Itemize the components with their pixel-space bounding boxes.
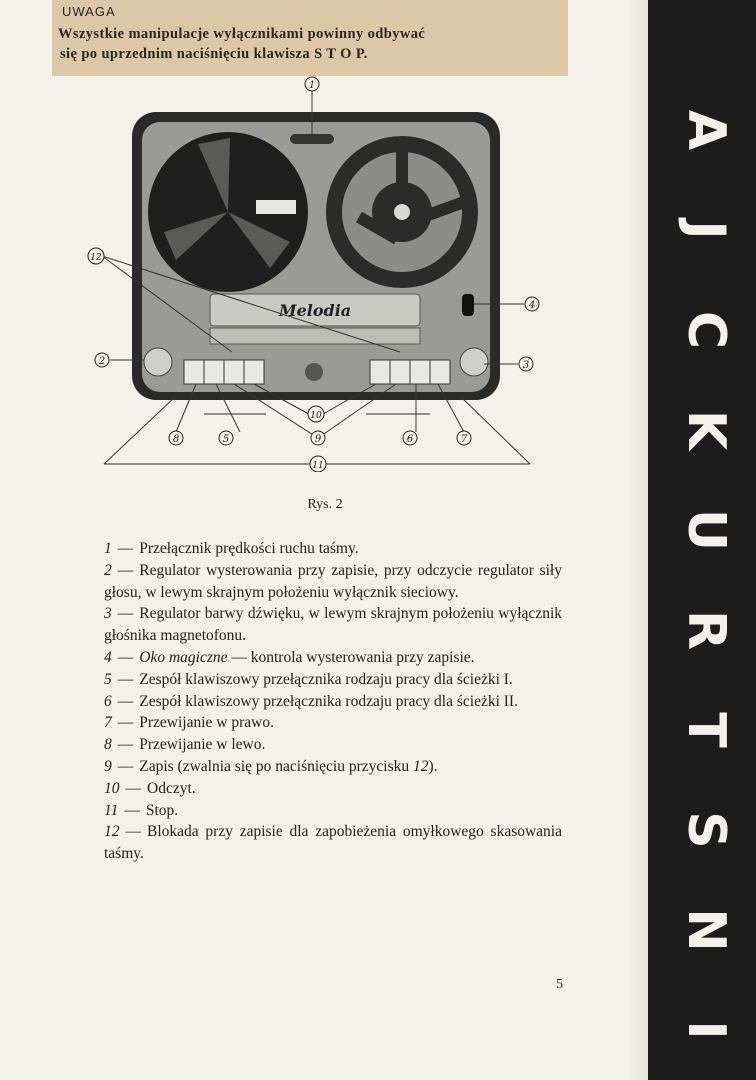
legend-text: Odczyt.: [147, 779, 196, 797]
legend-dash: —: [125, 779, 141, 797]
svg-text:3: 3: [522, 360, 530, 371]
legend-item-10: [104, 778, 562, 800]
legend-text: Zapis (zwalnia się po naciśnięciu przycisku: [139, 757, 410, 775]
cover-letter: R: [676, 609, 736, 651]
svg-text:12: 12: [90, 253, 102, 263]
legend-dash: —: [117, 540, 134, 557]
legend-dash: —: [117, 561, 134, 579]
legend-number: 8: [104, 736, 112, 754]
svg-text:6: 6: [406, 434, 414, 445]
legend-item-12: [104, 821, 562, 865]
key-group-left: [184, 360, 264, 384]
cover-letter: A: [676, 109, 736, 151]
svg-text:2: 2: [98, 356, 106, 367]
legend-item-11: [104, 800, 562, 822]
legend-text: Przełącznik prędkości ruchu taśmy.: [139, 540, 359, 557]
legend-text: Zespół klawiszowy przełącznika rodzaju pracy dla ścieżki II.: [139, 692, 518, 710]
svg-text:11: 11: [312, 461, 324, 471]
left-reel-label: [256, 200, 296, 214]
cover-letter: N: [676, 908, 736, 952]
legend-number: 10: [104, 779, 120, 797]
legend-dash: —: [117, 605, 134, 623]
warning-line-2: się po uprzednim naciśnięciu klawisza S T O P.: [60, 46, 368, 62]
callout-6: [403, 431, 417, 445]
legend-number: 6: [104, 692, 112, 710]
legend-text: Oko magiczne: [139, 648, 228, 666]
key-group-right: [370, 360, 450, 384]
warning-box: [52, 0, 568, 76]
svg-text:8: 8: [172, 434, 180, 445]
speed-switch: [290, 134, 334, 144]
brand-logo: Melodia: [278, 301, 352, 320]
callout-1: [305, 77, 319, 91]
svg-text:9: 9: [314, 434, 322, 445]
warning-title: UWAGA: [62, 4, 116, 19]
svg-text:4: 4: [528, 300, 536, 311]
cover-title: [648, 100, 756, 1060]
legend-item-3: [104, 603, 562, 647]
page-gutter: [628, 0, 650, 1080]
parts-legend: [104, 538, 562, 865]
legend-dash: —: [117, 648, 134, 666]
legend-text: Przewijanie w prawo.: [139, 714, 274, 732]
left-knob: [144, 348, 172, 376]
legend-dash: —: [117, 757, 134, 775]
callout-4: [525, 297, 539, 311]
legend-number: 5: [104, 670, 112, 688]
magic-eye: [462, 294, 474, 316]
cover-letter: I: [676, 1020, 736, 1040]
legend-text: Stop.: [145, 801, 179, 819]
callout-11: [310, 456, 326, 472]
legend-number: 1: [104, 540, 112, 557]
cover-letter: T: [676, 712, 736, 748]
callout-8: [169, 431, 183, 445]
callout-12: [88, 248, 104, 264]
svg-text:1: 1: [308, 80, 316, 91]
callout-5: [219, 431, 233, 445]
legend-dash: —: [124, 801, 140, 819]
cover-letter: S: [676, 811, 736, 849]
right-knob: [460, 348, 488, 376]
cover-letter: C: [676, 310, 736, 350]
cover-letter: J: [676, 220, 736, 240]
legend-number: 3: [104, 605, 112, 623]
legend-dash: —: [125, 823, 141, 841]
legend-text: Regulator wysterowania przy zapisie, przy odczycie regulator siły głosu, w lewym skrajnym położeniu wyłącznik sieciowy.: [104, 561, 562, 601]
warning-line-1: Wszystkie manipulacje wyłącznikami powinny odbywać: [58, 26, 426, 42]
legend-item-2: [104, 560, 562, 604]
legend-text: Blokada przy zapisie dla zapobieżenia omyłkowego skasowania taśmy.: [104, 823, 562, 863]
callout-7: [457, 431, 471, 445]
legend-text: — kontrola wysterowania przy zapisie.: [231, 648, 475, 666]
legend-item-5: [104, 669, 562, 691]
svg-text:5: 5: [222, 434, 230, 445]
page-number: 5: [556, 977, 563, 992]
legend-item-7: [104, 712, 562, 734]
svg-text:7: 7: [460, 434, 468, 445]
legend-dash: —: [117, 736, 134, 754]
legend-number: 11: [104, 801, 119, 819]
cover-letter: K: [676, 409, 736, 451]
legend-number: 9: [104, 757, 112, 775]
callout-3: [519, 357, 533, 371]
legend-item-4: [104, 647, 562, 669]
legend-text: Przewijanie w lewo.: [139, 736, 266, 754]
svg-text:10: 10: [310, 411, 322, 421]
legend-number: 7: [104, 714, 112, 732]
figure-caption: Rys. 2: [307, 497, 343, 512]
legend-text: Regulator barwy dźwięku, w lewym skrajnym położeniu wyłącznik głośnika magnetofonu.: [104, 605, 562, 645]
legend-item-9: [104, 756, 562, 778]
legend-item-8: [104, 734, 562, 756]
cover-letter: U: [676, 508, 736, 552]
legend-number: 4: [104, 648, 112, 666]
legend-number: 12: [104, 823, 120, 841]
legend-dash: —: [117, 670, 134, 688]
legend-dash: —: [117, 692, 134, 710]
speaker-grille: [305, 363, 323, 381]
legend-item-1: [104, 538, 562, 560]
legend-text: Zespół klawiszowy przełącznika rodzaju pracy dla ścieżki I.: [139, 670, 513, 688]
callout-2: [95, 353, 109, 367]
legend-dash: —: [117, 714, 134, 732]
legend-text: ).: [428, 757, 438, 775]
warning-text: [58, 24, 564, 64]
legend-item-6: [104, 691, 562, 713]
legend-text: 12: [413, 757, 429, 775]
booklet-cover: [648, 0, 756, 1080]
callout-9: [311, 431, 325, 445]
legend-number: 2: [104, 561, 112, 579]
callout-10: [308, 406, 324, 422]
tape-recorder-illustration: [80, 72, 550, 472]
